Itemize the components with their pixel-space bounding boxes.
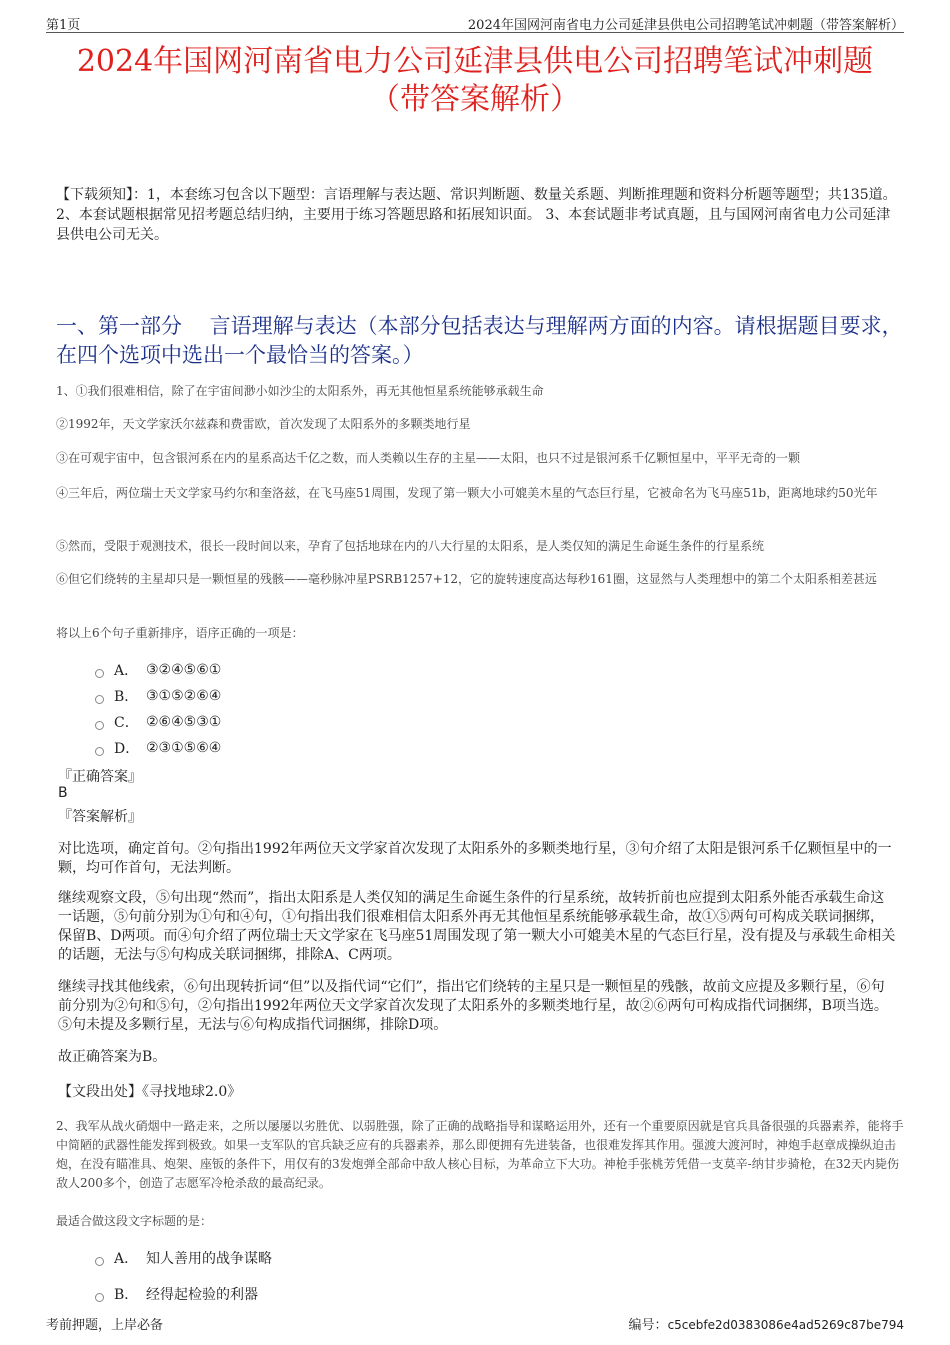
passage-source: 【文段出处】《寻找地球2.0》 [58, 1084, 242, 1100]
q2-passage: 2、我军从战火硝烟中一路走来，之所以屡屡以劣胜优、以弱胜强，除了正确的战略指导和谋略运用外，还有一个重要原因就是官兵具备很强的兵器素养，能将手中简陋的武器性能发挥到极致。如果一支军队的官兵缺乏应有的兵器素养，那么即便拥有先进装备，也很难发挥其作用。强渡大渡河时，神炮手赵章成操纵迫击炮，在没有瞄准具、炮架、座钣的条件下，用仅有的3发炮弹全部命中敌人核心目标，为革命立下大功。神枪手张桃芳凭借一支莫辛-纳甘步骑枪，在32天内毙伤敌人200多个，创造了志愿军冷枪杀敌的最高纪录。 [56, 1119, 904, 1190]
footer-code [629, 1314, 904, 1333]
analysis-paragraph-2: 继续观察文段，⑤句出现“然而”，指出太阳系是人类仅知的满足生命诞生条件的行星系统，故转折前也应提到太阳系外能否承载生命这一话题，⑤句前分别为①句和④句，①句指出我们很难相信太阳系外再无其他恒星系统能够承载生命，故①⑤两句可构成关联词捆绑，保留B、D两项。而④句介绍了两位瑞士天文学家在飞马座51周围发现了第一颗大小可媲美木星的气态巨行星，没有提及与承载生命相关的话题，无法与⑤句构成关联词捆绑，排除A、C两项。 [58, 890, 896, 963]
radio-icon[interactable] [95, 1257, 104, 1266]
q2-option-b[interactable] [95, 1284, 258, 1304]
option-text: 知人善用的战争谋略 [146, 1251, 272, 1267]
download-notice: 【下载须知】：1，本套练习包含以下题型：言语理解与表达题、常识判断题、数量关系题、判断推理题和资料分析题等题型；共135道。 2、本套试题根据常见招考题总结归纳，主要用于练习答题思路和拓展知识面。 3、本套试题非考试真题，且与国网河南省电力公司延津县供电公司无关。 [56, 187, 897, 243]
radio-icon[interactable] [95, 721, 104, 730]
q1-option-c[interactable] [95, 712, 221, 732]
doc-subtitle: （带答案解析） [370, 82, 580, 117]
footer-code-label: 编号： [628, 1318, 668, 1333]
option-letter: D． [114, 741, 140, 757]
analysis-label: 『答案解析』 [58, 809, 142, 825]
analysis-paragraph-1: 对比选项，确定首句。②句指出1992年两位天文学家首次发现了太阳系外的多颗类地行星，③句介绍了太阳是银河系千亿颗恒星中的一颗，均可作首句，无法判断。 [58, 841, 892, 876]
q1-sentence-6: ⑥但它们绕转的主星却只是一颗恒星的残骸——毫秒脉冲星PSRB1257+12，它的旋转速度高达每秒161圈，这显然与人类理想中的第二个太阳系相差甚远 [56, 572, 877, 586]
analysis-conclusion: 故正确答案为B。 [58, 1049, 167, 1065]
footer-slogan: 考前押题，上岸必备 [46, 1318, 164, 1333]
answer-label: 『正确答案』 [58, 769, 142, 785]
option-text: 经得起检验的利器 [146, 1287, 258, 1303]
option-text: ③②④⑤⑥① [146, 662, 222, 678]
radio-icon[interactable] [95, 1293, 104, 1302]
option-text: ③①⑤②⑥④ [146, 688, 222, 704]
q1-option-a[interactable] [95, 660, 221, 680]
q1-sentence-3: ③在可观宇宙中，包含银河系在内的星系高达千亿之数，而人类赖以生存的主星——太阳，也只不过是银河系千亿颗恒星中，平平无奇的一颗 [56, 451, 801, 465]
answer-value: B [58, 785, 68, 801]
option-letter: A． [114, 663, 139, 679]
q1-option-d[interactable] [95, 738, 221, 758]
section-heading: 一、第一部分 言语理解与表达（本部分包括表达与理解两方面的内容。请根据题目要求，在四个选项中选出一个最恰当的答案。） [56, 314, 903, 367]
option-letter: B． [114, 1287, 139, 1303]
header-doc-title: 2024年国网河南省电力公司延津县供电公司招聘笔试冲刺题（带答案解析） [467, 18, 904, 33]
header-divider [46, 32, 904, 33]
q1-sentence-1: 1、①我们很难相信，除了在宇宙间渺小如沙尘的太阳系外，再无其他恒星系统能够承载生命 [56, 384, 544, 398]
q1-sentence-4: ④三年后，两位瑞士天文学家马约尔和奎洛兹，在飞马座51周围，发现了第一颗大小可媲美木星的气态巨行星，它被命名为飞马座51b，距离地球约50光年 [56, 486, 878, 500]
doc-title: 2024年国网河南省电力公司延津县供电公司招聘笔试冲刺题 [76, 44, 874, 79]
option-letter: B． [114, 689, 139, 705]
radio-icon[interactable] [95, 669, 104, 678]
q1-prompt: 将以上6个句子重新排序，语序正确的一项是： [56, 626, 304, 640]
q1-sentence-5: ⑤然而，受限于观测技术，很长一段时间以来，孕育了包括地球在内的八大行星的太阳系，是人类仅知的满足生命诞生条件的行星系统 [56, 539, 765, 553]
page-number: 第1页 [46, 18, 81, 33]
footer-code-value: c5cebfe2d0383086e4ad5269c87be794 [667, 1318, 904, 1332]
analysis-paragraph-3: 继续寻找其他线索，⑥句出现转折词“但”以及指代词“它们”，指出它们绕转的主星只是一颗恒星的残骸，故前文应提及多颗行星，⑥句前分别为②句和⑤句，②句指出1992年两位天文学家首次发现了太阳系外的多颗类地行星，故②⑥两句可构成指代词捆绑，B项当选。⑤句未提及多颗行星，无法与⑥句构成指代词捆绑，排除D项。 [58, 979, 888, 1033]
q1-sentence-2: ②1992年，天文学家沃尔兹森和费雷欧，首次发现了太阳系外的多颗类地行星 [56, 417, 471, 431]
q2-option-a[interactable] [95, 1248, 272, 1268]
option-text: ②③①⑤⑥④ [146, 740, 222, 756]
q1-option-b[interactable] [95, 686, 221, 706]
q2-prompt: 最适合做这段文字标题的是： [56, 1214, 213, 1228]
option-letter: A． [114, 1251, 139, 1267]
radio-icon[interactable] [95, 695, 104, 704]
option-text: ②⑥④⑤③① [146, 714, 222, 730]
radio-icon[interactable] [95, 747, 104, 756]
option-letter: C． [114, 715, 139, 731]
